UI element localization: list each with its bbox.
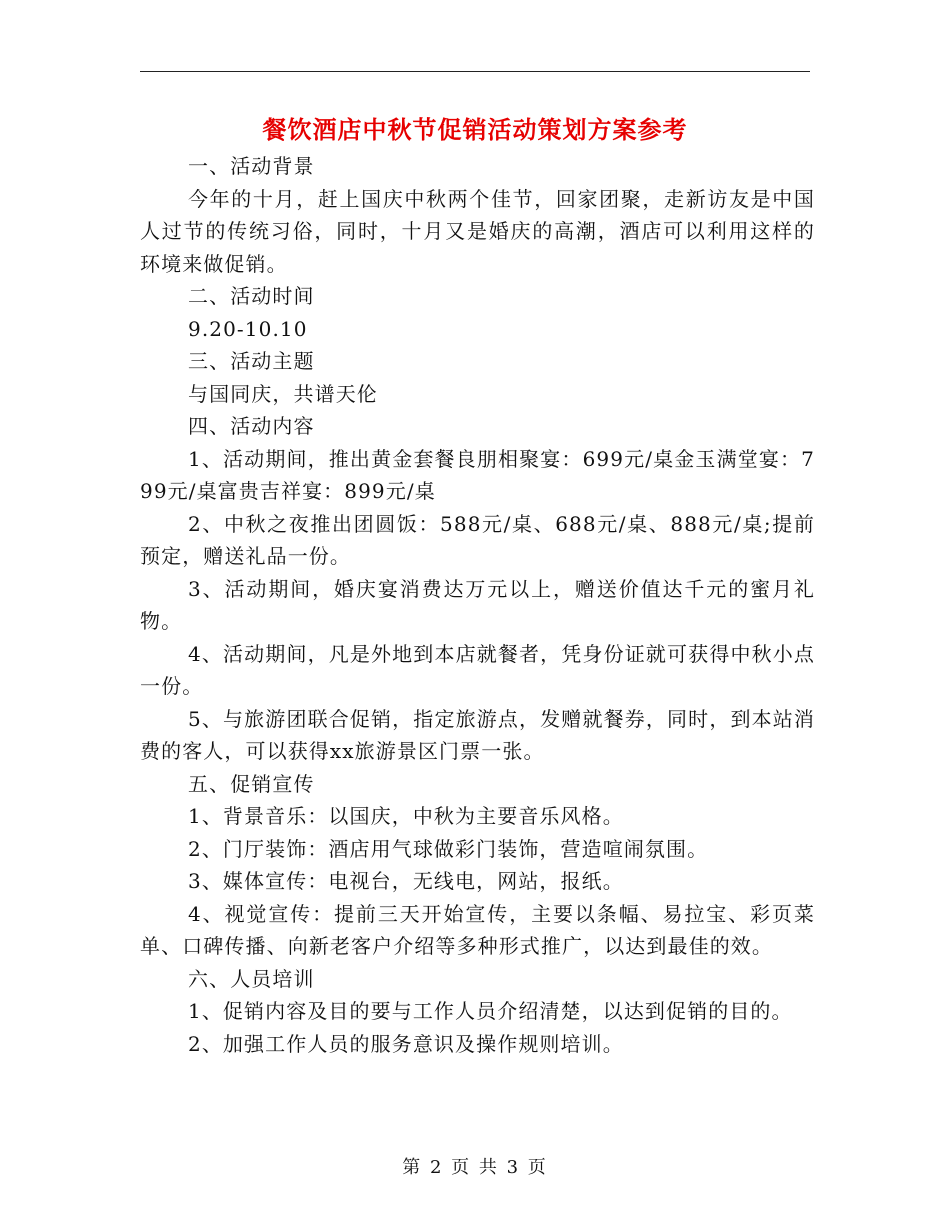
paragraph: 与国同庆，共谱天伦: [188, 381, 378, 406]
section-heading: 六、人员培训: [188, 966, 315, 991]
list-item: 5、与旅游团联合促销，指定旅游点，发赠就餐券，同时，到本站消费的客人，可以获得xx旅游景区门票一张。: [140, 706, 815, 763]
header-rule: [140, 71, 810, 72]
list-item: 2、门厅装饰：酒店用气球做彩门装饰，营造喧闹氛围。: [188, 836, 709, 861]
section-heading: 五、促销宣传: [188, 771, 315, 796]
list-item: 2、中秋之夜推出团圆饭：588元/桌、688元/桌、888元/桌;提前预定，赠送礼品一份。: [140, 511, 815, 568]
list-item: 4、活动期间，凡是外地到本店就餐者，凭身份证就可获得中秋小点一份。: [140, 641, 815, 698]
section-heading: 四、活动内容: [188, 414, 315, 438]
list-item: 4、视觉宣传：提前三天开始宣传，主要以条幅、易拉宝、彩页菜单、口碑传播、向新老客户介绍等多种形式推广，以达到最佳的效。: [140, 901, 815, 958]
section-heading: 二、活动时间: [188, 284, 315, 308]
paragraph: 9.20-10.10: [188, 316, 308, 341]
document-title: 餐饮酒店中秋节促销活动策划方案参考: [262, 115, 688, 144]
section-heading: 三、活动主题: [188, 349, 315, 373]
list-item: 1、促销内容及目的要与工作人员介绍清楚，以达到促销的目的。: [188, 999, 793, 1023]
list-item: 1、活动期间，推出黄金套餐良朋相聚宴：699元/桌金玉满堂宴：799元/桌富贵吉祥宴：899元/桌: [140, 446, 815, 503]
list-item: 1、背景音乐：以国庆，中秋为主要音乐风格。: [188, 804, 624, 828]
list-item: 3、媒体宣传：电视台，无线电，网站，报纸。: [188, 869, 624, 893]
section-heading: 一、活动背景: [188, 154, 315, 178]
paragraph: 今年的十月，赶上国庆中秋两个佳节，回家团聚，走新访友是中国人过节的传统习俗，同时，十月又是婚庆的高潮，酒店可以利用这样的环境来做促销。: [140, 186, 815, 276]
page-number-footer: 第 2 页 共 3 页: [402, 1157, 548, 1178]
list-item: 2、加强工作人员的服务意识及操作规则培训。: [188, 1031, 624, 1056]
document-body: [140, 150, 815, 1060]
list-item: 3、活动期间，婚庆宴消费达万元以上，赠送价值达千元的蜜月礼物。: [140, 576, 815, 633]
